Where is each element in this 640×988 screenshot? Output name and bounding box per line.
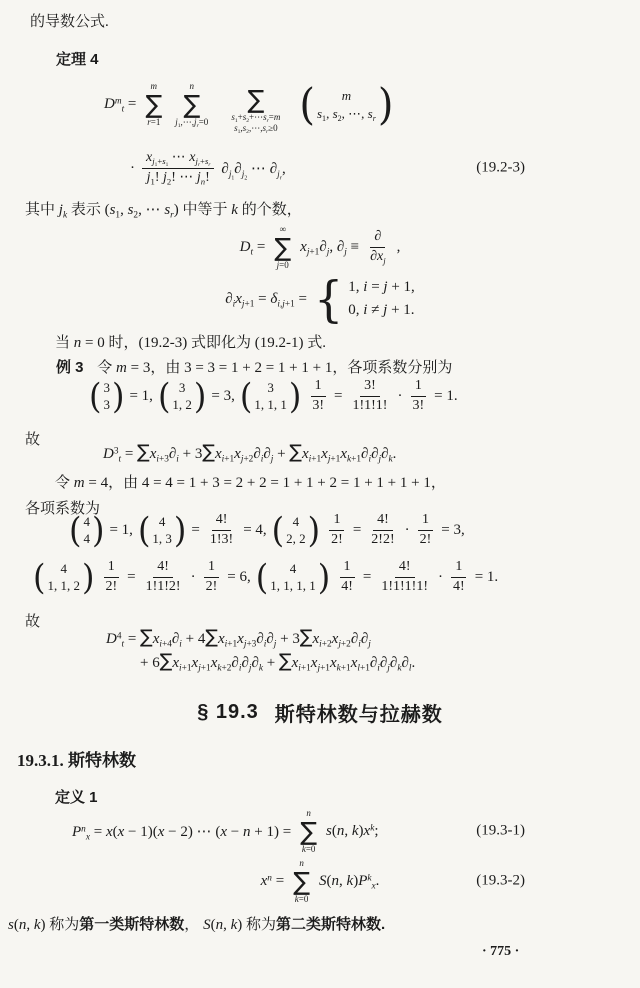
cases-group	[313, 270, 415, 328]
left-paren-icon: (	[69, 509, 82, 551]
fraction	[142, 559, 185, 596]
left-paren-icon: (	[255, 556, 269, 598]
eq-D-lhs: $D_t$ =	[239, 238, 266, 258]
denominator: $j_1$! $j_2$! ⋯ $j_n$!	[146, 169, 210, 187]
sum-upper-limit: ∞	[279, 224, 286, 234]
section-heading	[0, 698, 640, 727]
right-paren-icon: )	[288, 375, 302, 417]
binom-bottom: 3	[103, 397, 110, 413]
sum-lower-limit: j=0	[276, 259, 289, 270]
fraction	[327, 512, 347, 549]
fraction	[367, 512, 398, 549]
fraction	[101, 559, 121, 596]
left-paren-icon: (	[239, 375, 253, 417]
fraction	[408, 378, 428, 415]
denominator: 2!	[419, 531, 432, 547]
numerator: 4!	[373, 512, 393, 531]
text: 称为	[45, 917, 80, 933]
binom-bottom: 1, 2	[172, 397, 192, 413]
right-paren-icon: )	[377, 79, 394, 130]
binom-top: 4	[83, 513, 90, 529]
hence-label: 故	[25, 432, 41, 448]
denominator: 2!	[205, 578, 218, 594]
text: = 3,	[441, 521, 465, 538]
denominator: 2!	[105, 578, 118, 594]
product-dot: ·	[130, 159, 135, 176]
text: = 1,	[109, 521, 133, 538]
equation-19-2-3-line1	[104, 76, 394, 133]
text: ·	[404, 521, 410, 538]
sum-over-j	[175, 81, 208, 128]
text: =	[362, 568, 372, 585]
denominator: 1!1!2!	[145, 578, 181, 594]
first-kind-term: 第一类斯特林数	[79, 916, 185, 933]
sigma-icon: ∑	[145, 90, 163, 120]
sum-over-k	[293, 858, 310, 905]
partial-fraction	[366, 229, 390, 266]
left-paren-icon: (	[137, 509, 151, 551]
binom-top: 3	[178, 379, 186, 395]
sigma-icon: ∑	[300, 816, 318, 846]
numerator: 1	[104, 559, 119, 578]
example-3-text: 令 m = 3，由 3 = 3 = 1 + 2 = 1 + 1 + 1，各项系数分别为	[97, 360, 453, 376]
numerator: 1	[340, 559, 355, 578]
denominator: 2!	[331, 531, 343, 547]
binomial-3-3	[89, 375, 125, 417]
sum-upper-limit: m	[150, 81, 158, 92]
equation-delta-cases	[0, 270, 640, 328]
right-paren-icon: )	[193, 375, 207, 417]
sum-lower-limit: $j_1,\cdots,j_r=0$	[175, 117, 209, 130]
multinomial-3-1-2	[157, 375, 207, 417]
binom-top: 4	[60, 560, 67, 576]
binom-top: 4	[158, 513, 166, 529]
text: = 1.	[474, 568, 499, 585]
coefficients-label: 各项系数为	[25, 501, 101, 517]
left-paren-icon: (	[33, 556, 46, 598]
numerator: 1	[411, 378, 426, 397]
text: =	[191, 521, 200, 538]
definition-1-label: 定义 1	[55, 789, 98, 806]
case-2: 0, i ≠ j + 1.	[348, 302, 415, 319]
sum-lower-limit: k=0	[301, 843, 316, 854]
sigma-icon: ∑	[293, 866, 311, 896]
text: =	[334, 387, 343, 404]
eq-D-middle: $x_{j+1}\partial_j$, $\partial_j$ ≡	[300, 238, 360, 258]
numerator: 4!	[212, 512, 232, 531]
multinomial-coefficient	[299, 79, 394, 130]
hence-label: 故	[25, 614, 41, 630]
denominator: 2!2!	[371, 531, 395, 547]
denominator: 3!	[312, 397, 325, 413]
example-3-label: 例 3	[56, 359, 84, 376]
text: =	[127, 568, 136, 585]
sum-over-j	[274, 224, 291, 271]
sum-lower-limit-2: $s_1,s_2,\cdots,s_r\ge 0$	[234, 122, 278, 135]
numerator: 1	[204, 559, 219, 578]
binomial-4-4	[69, 509, 105, 551]
binom-top: 4	[289, 560, 297, 576]
theorem-4-label: 定理 4	[56, 51, 99, 68]
sum-over-s	[231, 76, 280, 133]
right-paren-icon: )	[111, 375, 125, 417]
sum-upper-limit: n	[306, 808, 311, 818]
numerator: 3!	[360, 378, 380, 397]
left-paren-icon: (	[299, 79, 315, 130]
multinomial-4-1-1-1-1	[255, 556, 331, 598]
subsection-heading: 19.3.1. 斯特林数	[17, 751, 136, 770]
multinomial-3-1-1-1	[239, 375, 302, 417]
text: = 3,	[211, 387, 235, 404]
binom-bottom: 1, 1, 1, 1	[270, 578, 316, 594]
multinomial-4-1-3	[137, 509, 187, 551]
sum-lower-limit-1: $s_1+s_2+\cdots s_r=m$	[231, 111, 281, 125]
right-paren-icon: )	[91, 509, 105, 551]
denominator: 4!	[341, 578, 353, 594]
multinomial-bottom: $s_1$, $s_2$, ⋯, $s_r$	[316, 105, 376, 123]
where-clause-text: 其中 $j_k$ 表示 ($s_1$, $s_2$, ⋯ $s_r$) 中等于 k 的个数，	[25, 202, 302, 221]
equation-number: (19.3-2)	[476, 872, 525, 889]
binom-top: 3	[267, 379, 274, 395]
case-1: 1, i = j + 1,	[348, 279, 415, 295]
sigma-icon: ∑	[247, 84, 265, 114]
numerator: $x_{j_1+s_1}$ ⋯ $x_{j_r+s_r}$	[142, 150, 214, 169]
when-n-0-text: 当 n = 0 时，(19.2-3) 式即化为 (19.2-1) 式.	[55, 335, 326, 351]
denominator: 1!1!1!	[352, 397, 388, 413]
numerator: 1	[329, 512, 344, 531]
fraction	[142, 150, 214, 187]
fraction	[206, 512, 237, 549]
binom-top: 4	[292, 513, 300, 529]
equation-number: (19.3-1)	[476, 822, 525, 839]
first-kind-symbol: s(n, k)	[8, 917, 46, 933]
eq-19-3-2-tail: S(n, $k)P^k_x$.	[319, 872, 380, 892]
fraction	[416, 512, 436, 549]
fraction	[202, 559, 222, 596]
text: ·	[397, 387, 403, 404]
eq-19-2-3-tail: $\partial_{j_1}\partial_{j_2}$ ⋯ $\partial_{j_r}$,	[221, 160, 286, 181]
binom-top: 3	[103, 379, 110, 395]
multinomial-top: m	[341, 88, 352, 104]
eq-19-3-2-lhs: $x^n$ =	[260, 872, 285, 889]
denominator: 4!	[453, 578, 465, 594]
page-number: · 775 ·	[482, 944, 520, 959]
denominator: 3!	[412, 397, 425, 413]
stirling-naming-text	[8, 913, 385, 934]
right-paren-icon: )	[173, 509, 187, 551]
sum-lower-limit: r=1	[147, 117, 161, 128]
coefficients-m3	[88, 375, 458, 417]
denominator: 1!1!1!1!	[381, 578, 429, 594]
equation-19-3-1	[0, 808, 640, 855]
eq-delta-lhs: $\partial_ix_{j+1} = \delta_{i,j+1}$ =	[225, 290, 307, 310]
eq-19-3-1-tail: s(n, $k)x^k$;	[326, 822, 379, 839]
equation-D3: $D^3_t = \sum x_{i+3}\partial_i + 3\sum x_{i+1}x_{j+2}\partial_i\partial_j + \sum x_{i+1}x_{j+1}x_{k+1}\partial_i\partial_j\partial_k$.	[103, 442, 397, 465]
equation-D-definition	[0, 224, 640, 271]
second-kind-term: 第二类斯特林数.	[276, 916, 386, 933]
right-paren-icon: )	[317, 556, 331, 598]
equation-D4-line2: + $6\sum x_{i+1}x_{j+1}x_{k+2}\partial_i\partial_j\partial_k + \sum x_{i+1}x_{j+1}x_{k+1}x_{l+1}\partial_i\partial_j\partial_k\partial_l$.	[140, 651, 416, 674]
coefficients-m4-row1	[68, 509, 465, 551]
sum-upper-limit: n	[299, 858, 304, 868]
section-title: 斯特林数与拉赫数	[274, 704, 443, 726]
fraction	[449, 559, 469, 596]
multinomial-4-1-1-2	[33, 556, 95, 598]
left-paren-icon: (	[157, 375, 171, 417]
coefficients-m4-row2	[32, 556, 499, 598]
numerator: 1	[451, 559, 466, 578]
binom-bottom: 1, 1, 1	[254, 397, 287, 413]
numerator: 4!	[395, 559, 415, 578]
text: = 1,	[129, 387, 153, 404]
sum-upper-limit: n	[189, 81, 195, 92]
fraction	[377, 559, 432, 596]
left-paren-icon: (	[271, 509, 285, 551]
denominator: $\partial x_j$	[370, 248, 386, 266]
equation-19-3-2	[0, 858, 640, 905]
denominator: 1!3!	[209, 531, 234, 547]
text: ·	[190, 568, 196, 585]
binom-bottom: 1, 1, 2	[47, 578, 80, 594]
sum-lower-limit: k=0	[294, 893, 309, 904]
numerator: 1	[418, 512, 433, 531]
equation-D4-line1: $D^4_t = \sum x_{i+4}\partial_i + 4\sum x_{i+1}x_{j+3}\partial_i\partial_j + 3\sum x_{i+2}x_{j+2}\partial_i\partial_j$	[106, 627, 371, 650]
left-brace-icon: {	[313, 270, 344, 328]
fraction	[337, 559, 357, 596]
numerator: ∂	[370, 229, 385, 248]
binom-bottom: 2, 2	[286, 531, 306, 547]
right-paren-icon: )	[307, 509, 321, 551]
example-3-line	[56, 356, 452, 377]
text: = 6,	[227, 568, 251, 585]
numerator: 1	[311, 378, 326, 397]
right-paren-icon: )	[81, 556, 95, 598]
intro-text: 的导数公式.	[30, 14, 109, 30]
text: ，	[184, 917, 204, 933]
eq-D-tail: ,	[396, 238, 401, 255]
fraction	[348, 378, 391, 415]
eq-19-3-1-lhs: $P^n_x = x(x - 1)(x - 2)$ ⋯ (x − n + 1) =	[72, 823, 292, 843]
let-m-4-text: 令 m = 4，由 4 = 4 = 1 + 3 = 2 + 2 = 1 + 1 + 2 = 1 + 1 + 1 + 1，	[55, 475, 446, 491]
sum-over-r	[145, 81, 162, 128]
sum-over-k	[300, 808, 317, 855]
sigma-icon: ∑	[183, 90, 201, 120]
binom-bottom: 4	[83, 531, 90, 547]
fraction	[308, 378, 328, 415]
numerator: 4!	[153, 559, 173, 578]
text: 称为	[242, 917, 276, 933]
multinomial-4-2-2	[271, 509, 321, 551]
text: =	[352, 521, 362, 538]
second-kind-symbol: S(n, k)	[203, 917, 243, 933]
text: ·	[438, 568, 444, 585]
equation-19-2-3-line2	[0, 150, 640, 187]
equation-number: (19.2-3)	[476, 159, 525, 176]
sigma-icon: ∑	[274, 232, 292, 262]
binom-bottom: 1, 3	[152, 531, 172, 547]
section-number: § 19.3	[197, 701, 259, 723]
left-paren-icon: (	[89, 375, 102, 417]
eq-19-2-3-lhs: $D^m_t$ =	[104, 96, 137, 115]
text: = 4,	[243, 521, 267, 538]
text: = 1.	[434, 387, 458, 404]
